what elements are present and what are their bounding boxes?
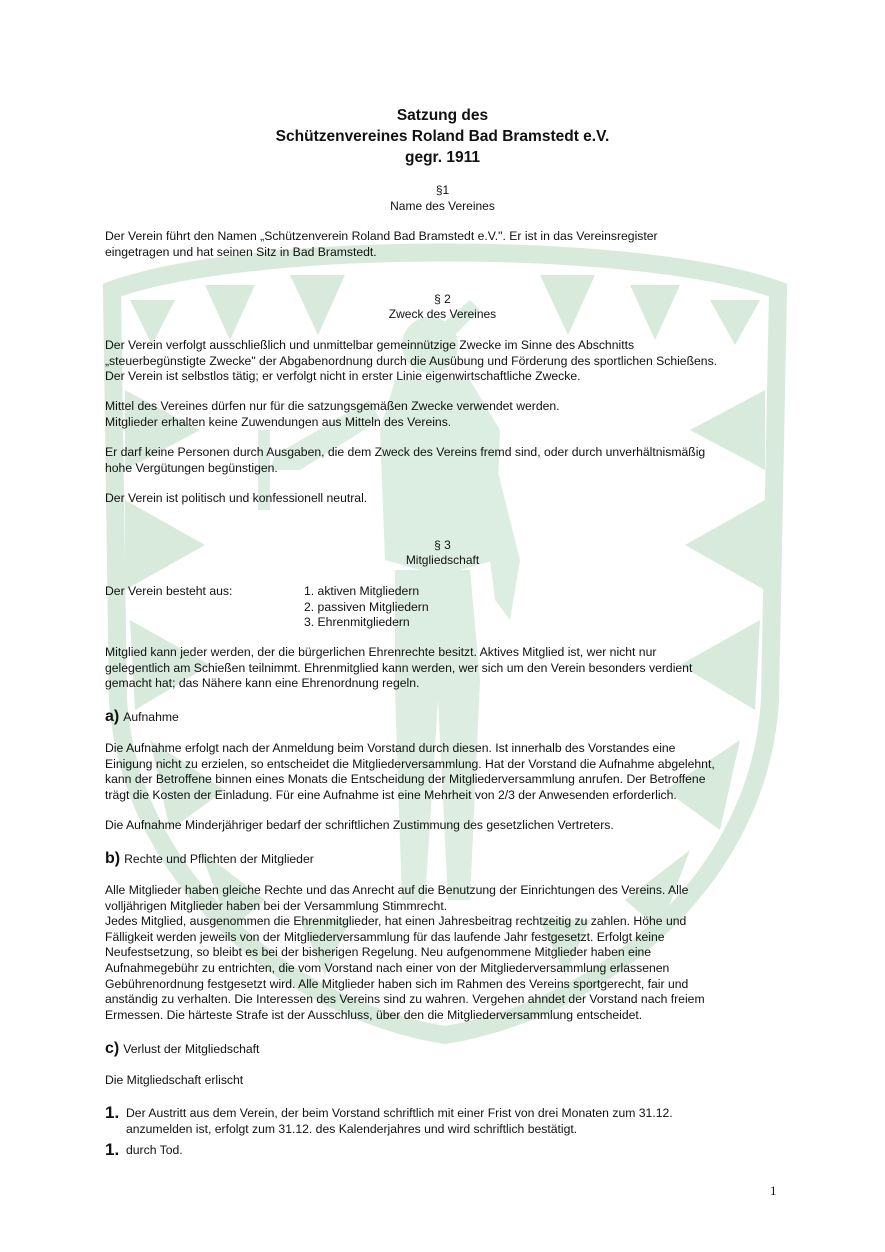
list-item-2-text: durch Tod.: [126, 1143, 183, 1157]
text-line: Einigung nicht zu erzielen, so entscheidet die Mitgliederversammlung. Hat der Vorstand die Aufnahme abgelehnt,: [105, 756, 715, 771]
text-line: Der Verein führt den Namen „Schützenverein Roland Bad Bramstedt e.V.". Er ist in das Vereinsregister: [105, 229, 658, 243]
subsection-letter: b): [105, 850, 121, 867]
section-2-heading: Zweck des Vereines: [388, 307, 497, 321]
list-item-number: 1.: [105, 1103, 120, 1122]
text-line: Jedes Mitglied, ausgenommen die Ehrenmitglieder, hat einen Jahresbeitrag rechtzeitig zu zahlen. Höhe und: [105, 914, 687, 929]
subsection-a-paragraph-1: [105, 741, 785, 803]
page-number: 1: [770, 1183, 777, 1198]
subsection-c-intro: Die Mitgliedschaft erlischt: [105, 1073, 244, 1087]
text-line: Ermessen. Die härteste Strafe ist der Ausschluss, über den die Mitgliederversammlung entscheidet.: [105, 1007, 643, 1022]
text-line: Aufnahmegebühr zu entrichten, die vom Vorstand nach einer von der Mitgliederversammlung erlassenen: [105, 960, 670, 975]
text-line: kann der Betroffene binnen eines Monats die Entscheidung der Mitgliederversammlung anrufen. Der Betroffene: [105, 772, 706, 787]
subsection-a-heading: [105, 708, 179, 726]
text-line: trägt die Kosten der Einladung. Für eine Aufnahme ist eine Mehrheit von 2/3 der Anwesenden erforderlich.: [105, 787, 677, 802]
text-line: hohe Vergütungen begünstigen.: [105, 460, 278, 475]
text-line: Die Aufnahme erfolgt nach der Anmeldung beim Vorstand durch diesen. Ist innerhalb des Vorstandes eine: [105, 741, 676, 755]
subsection-b-heading: [105, 850, 314, 868]
text-line: gelegentlich am Schießen teilnimmt. Ehrenmitglied kann werden, wer sich um den Verein besonders verdient: [105, 660, 693, 675]
text-line: Der Verein ist politisch und konfessionell neutral.: [105, 491, 368, 505]
section-3-paragraph: [105, 645, 785, 692]
section-2-paragraph-1: [105, 338, 785, 385]
text-line: „steuerbegünstigte Zwecke" der Abgabenordnung durch die Ausübung und Förderung des sportlichen Schießens.: [105, 353, 718, 368]
section-2-paragraph-2: [105, 399, 785, 430]
doc-title-line2: Schützenvereines Roland Bad Bramstedt e.V.: [275, 128, 610, 145]
subsection-c-heading: [105, 1040, 259, 1058]
text-line: Mittel des Vereines dürfen nur für die satzungsgemäßen Zwecke verwendet werden.: [105, 399, 560, 413]
text-line: Er darf keine Personen durch Ausgaben, die dem Zweck des Vereins fremd sind, oder durch unverhältnismäßig: [105, 445, 706, 459]
section-2-number: § 2: [434, 292, 451, 306]
section-3-number: § 3: [434, 538, 451, 552]
section-2-paragraph-3: [105, 445, 785, 476]
text-line: Der Verein ist selbstlos tätig; er verfolgt nicht in erster Linie eigenwirtschaftliche Zwecke.: [105, 369, 581, 384]
text-line: eingetragen und hat seinen Sitz in Bad Bramstedt.: [105, 244, 377, 259]
text-line: Neufestsetzung, so bleibt es bei der bisherigen Regelung. Neu aufgenommene Mitglieder haben eine: [105, 945, 652, 960]
text-line: volljährigen Mitglieder haben bei der Versammlung Stimmrecht.: [105, 898, 448, 913]
subsection-a-paragraph-2: [105, 818, 785, 834]
text-line: Der Verein verfolgt ausschließlich und unmittelbar gemeinnützige Zwecke im Sinne des Abschnitts: [105, 338, 635, 352]
text-line: Mitglieder erhalten keine Zuwendungen aus Mitteln des Vereins.: [105, 414, 452, 429]
text-line: Fälligkeit werden jeweils von der Mitgliederversammlung für das laufende Jahr festgesetzt. Erfolgt keine: [105, 929, 665, 944]
text-line: Die Aufnahme Minderjähriger bedarf der schriftlichen Zustimmung des gesetzlichen Vertreters.: [105, 818, 614, 832]
subsection-title: Rechte und Pflichten der Mitglieder: [124, 852, 314, 866]
subsection-title: Aufnahme: [123, 710, 179, 724]
subsection-b-paragraph: [105, 883, 785, 1023]
doc-title-line3: gegr. 1911: [405, 149, 480, 166]
section-1-paragraph: [105, 229, 785, 260]
list-item-1-text: [126, 1106, 673, 1137]
section-1-number: §1: [435, 183, 450, 197]
list-item: 2. passiven Mitgliedern: [304, 599, 429, 614]
subsection-title: Verlust der Mitgliedschaft: [123, 1042, 260, 1056]
text-line: Gebührenordnung festgesetzt wird. Alle Mitglieder haben sich im Rahmen des Vereins sportgerecht, fair und: [105, 976, 689, 991]
list-item: 1. aktiven Mitgliedern: [304, 584, 420, 598]
text-line: anständig zu verhalten. Die Interessen des Vereins sind zu wahren. Vergehen ahndet der Vorstand nach freiem: [105, 992, 705, 1007]
members-list: [304, 584, 429, 631]
section-2-paragraph-4: [105, 491, 785, 507]
text-line: Der Austritt aus dem Verein, der beim Vorstand schriftlich mit einer Frist von drei Monaten zum 31.12.: [126, 1106, 673, 1120]
section-1-heading: Name des Vereines: [390, 199, 495, 213]
text-line: anzumelden ist, erfolgt zum 31.12. des Kalenderjahres und wird schriftlich bestätigt.: [126, 1121, 578, 1136]
doc-title-line1: Satzung des: [396, 107, 489, 124]
text-line: gemacht hat; das Nähere kann eine Ehrenordnung regeln.: [105, 676, 420, 691]
list-item-number: 1.: [105, 1140, 120, 1159]
subsection-letter: c): [105, 1040, 120, 1057]
members-label: Der Verein besteht aus:: [105, 584, 233, 598]
list-item: 3. Ehrenmitgliedern: [304, 615, 410, 630]
text-line: Mitglied kann jeder werden, der die bürgerlichen Ehrenrechte besitzt. Aktives Mitglied ist, wer nicht nur: [105, 645, 657, 659]
text-line: Alle Mitglieder haben gleiche Rechte und das Anrecht auf die Benutzung der Einrichtungen des Vereins. Alle: [105, 883, 689, 897]
section-3-heading: Mitgliedschaft: [405, 553, 480, 567]
subsection-letter: a): [105, 708, 120, 725]
